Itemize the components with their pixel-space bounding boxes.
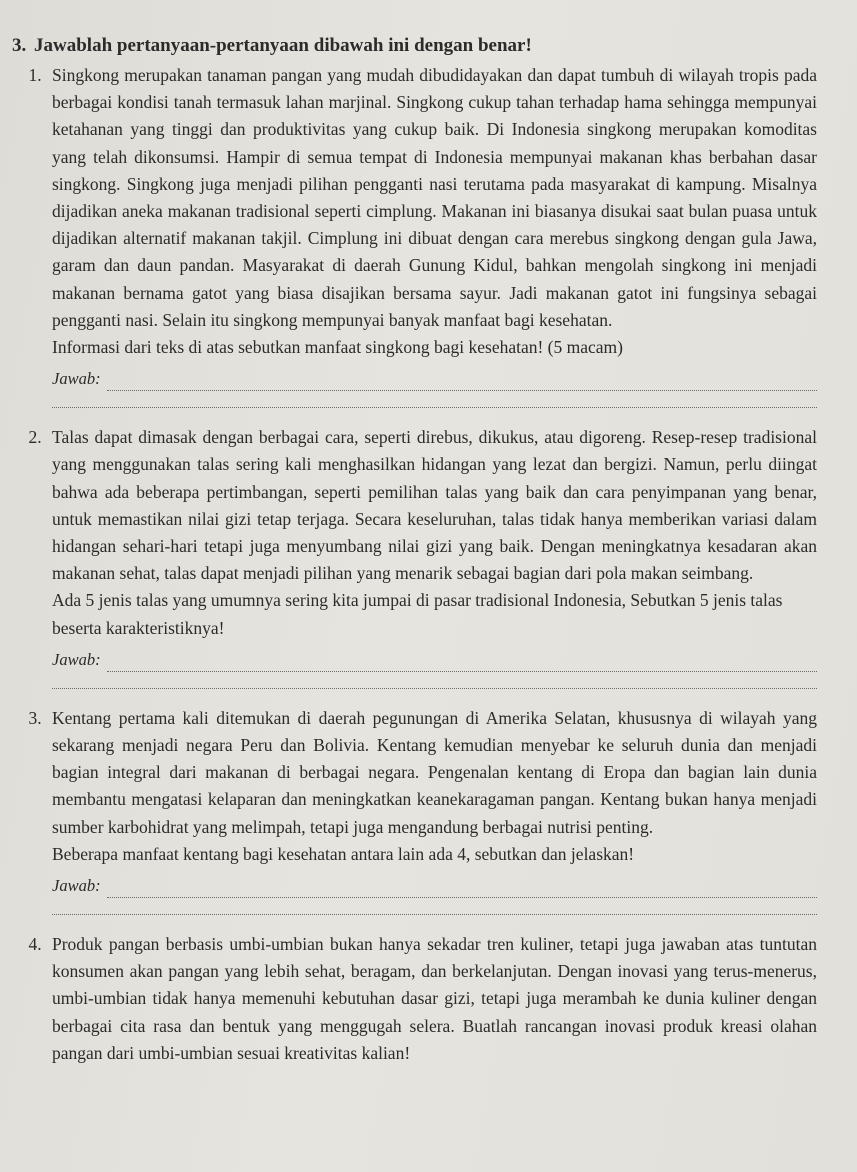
answer-line[interactable]: [52, 672, 817, 689]
question-number: 3.: [28, 707, 42, 728]
answer-line[interactable]: [107, 653, 817, 672]
answer-label: Jawab:: [52, 649, 101, 669]
question-prompt: Ada 5 jenis talas yang umumnya sering kita jumpai di pasar tradisional Indonesia, Sebutkan 5 jenis talas beserta karakteristiknya!: [52, 590, 783, 638]
answer-label: Jawab:: [52, 369, 101, 389]
question-3: [18, 705, 817, 915]
answer-line[interactable]: [52, 391, 817, 408]
answer-label: Jawab:: [52, 876, 101, 896]
question-number: 4.: [28, 934, 42, 955]
answer-line[interactable]: [107, 879, 817, 898]
answer-line[interactable]: [52, 898, 817, 915]
question-number: 2.: [28, 427, 42, 448]
question-passage: Singkong merupakan tanaman pangan yang mudah dibudidayakan dan dapat tumbuh di wilayah tropis pada berbagai kondisi tanah termasuk lahan marjinal. Singkong cukup tahan terhadap hama sehingga mempunyai ketahanan yang tinggi dan produktivitas yang cukup baik. Di Indonesia singkong merupakan komoditas yang telah dikonsumsi. Hampir di semua tempat di Indonesia mempunyai makanan khas berbahan dasar singkong. Singkong juga menjadi pilihan pengganti nasi terutama pada masyarakat di kampung. Misalnya dijadikan aneka makanan tradisional seperti cimplung. Makanan ini biasanya disukai saat bulan puasa untuk dijadikan alternatif makanan takjil. Cimplung ini dibuat dengan cara merebus singkong dengan gula Jawa, garam dan daun pandan. Masyarakat di daerah Gunung Kidul, bahkan mengolah singkong ini menjadi makanan bernama gatot yang biasa disajikan bersama sayur. Jadi makanan gatot ini fungsinya sebagai pengganti nasi. Selain itu singkong mempunyai banyak manfaat bagi kesehatan.: [52, 65, 817, 330]
section-title: Jawablah pertanyaan-pertanyaan dibawah ini dengan benar!: [34, 35, 532, 56]
section-heading: [12, 34, 817, 58]
question-prompt: Informasi dari teks di atas sebutkan manfaat singkong bagi kesehatan! (5 macam): [52, 337, 623, 358]
question-prompt: Beberapa manfaat kentang bagi kesehatan antara lain ada 4, sebutkan dan jelaskan!: [52, 843, 635, 864]
question-passage: Talas dapat dimasak dengan berbagai cara, seperti direbus, dikukus, atau digoreng. Resep-resep tradisional yang menggunakan talas sering kali menghasilkan hidangan yang lezat dan bergizi. Namun, perlu diingat bahwa ada beberapa pertimbangan, seperti pemilihan talas yang baik dan cara penyimpanan yang benar, untuk memastikan nilai gizi tetap terjaga. Secara keseluruhan, talas tidak hanya memberikan variasi dalam hidangan sehari-hari tetapi juga menyumbang nilai gizi yang baik. Dengan meningkatnya kesadaran akan makanan sehat, talas dapat menjadi pilihan yang menarik sebagai bagian dari pola makan seimbang.: [52, 427, 817, 584]
question-1: [18, 62, 817, 408]
question-passage: Kentang pertama kali ditemukan di daerah pegunungan di Amerika Selatan, khususnya di wilayah yang sekarang menjadi negara Peru dan Bolivia. Kentang kemudian menyebar ke seluruh dunia dan menjadi bagian integral dari makanan di berbagai negara. Pengenalan kentang di Eropa dan bagian lain dunia membantu mengatasi kelaparan dan meningkatkan keanekaragaman pangan. Kentang bukan hanya menjadi sumber karbohidrat yang melimpah, tetapi juga mengandung berbagai nutrisi penting.: [52, 707, 817, 837]
question-passage: Produk pangan berbasis umbi-umbian bukan hanya sekadar tren kuliner, tetapi juga jawaban atas tuntutan konsumen akan pangan yang lebih sehat, beragam, dan berkelanjutan. Dengan inovasi yang terus-menerus, umbi-umbian tidak hanya memenuhi kebutuhan dasar gizi, tetapi juga merambah ke dunia kuliner dengan berbagai cita rasa dan bentuk yang menggugah selera. Buatlah rancangan inovasi produk kreasi olahan pangan dari umbi-umbian sesuai kreativitas kalian!: [52, 934, 817, 1063]
answer-line[interactable]: [107, 372, 817, 391]
question-4: [18, 931, 817, 1067]
question-number: 1.: [28, 65, 42, 85]
question-2: [18, 424, 817, 689]
section-number: 3.: [12, 35, 27, 56]
